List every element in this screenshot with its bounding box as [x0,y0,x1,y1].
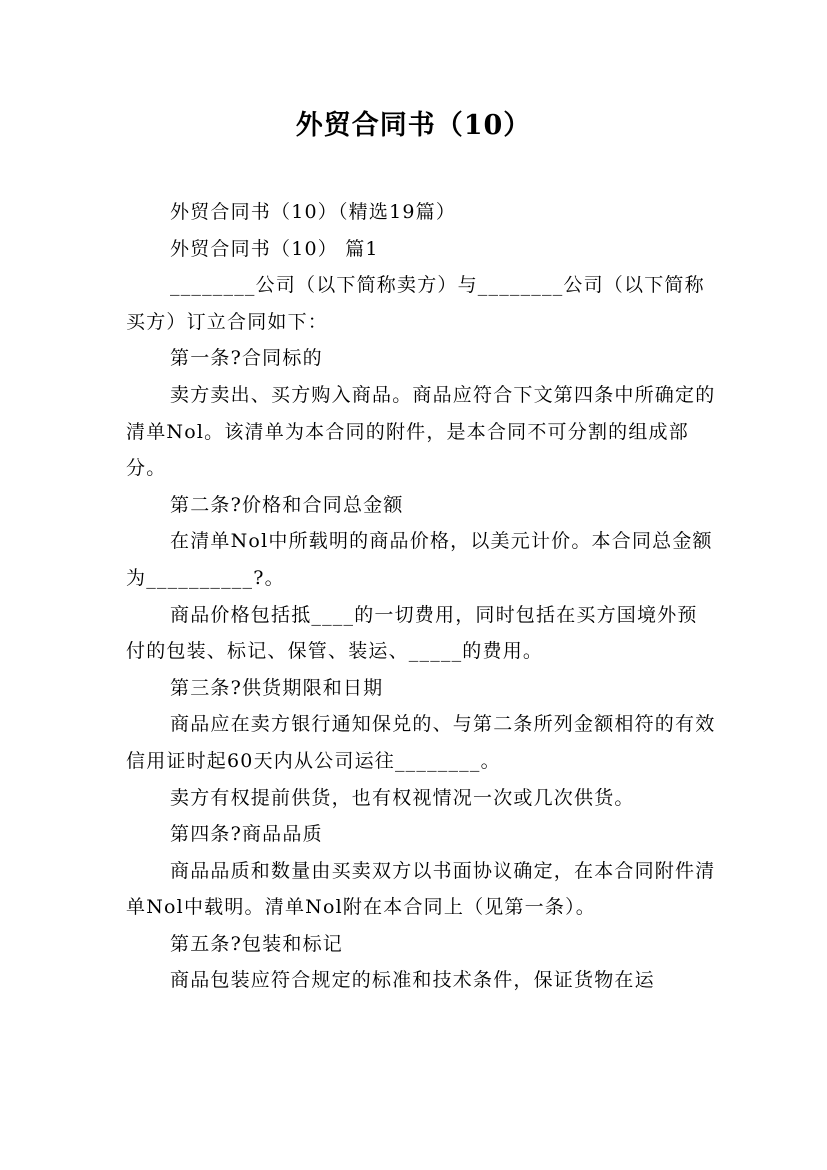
paragraph: 商品包装应符合规定的标准和技术条件，保证货物在运 [170,969,655,992]
paragraph: 卖方有权提前供货，也有权视情况一次或几次供货。 [170,786,635,809]
document-title: 外贸合同书（10） [295,110,532,141]
paragraph: 商品品质和数量由买卖双方以书面协议确定，在本合同附件清单Nol中载明。清单Nol附在本合同上（见第一条）。 [126,859,716,919]
paragraph: 在清单Nol中所载明的商品价格，以美元计价。本合同总金额为__________?。 [126,530,713,589]
subtitle-line: 外贸合同书（10）（精选19篇） [170,201,457,223]
paragraph: 商品应在卖方银行通知保兑的、与第二条所列金额相符的有效信用证时起60天内从公司运往________。 [126,713,716,772]
article-heading: 第四条?商品品质 [170,823,323,846]
article-heading: 第一条?合同标的 [170,347,323,370]
article-heading: 第五条?包装和标记 [170,932,343,955]
paragraph: 卖方卖出、买方购入商品。商品应符合下文第四条中所确定的清单Nol。该清单为本合同的附件，是本合同不可分割的组成部分。 [126,383,716,480]
paragraph: ________公司（以下简称卖方）与________公司（以下简称买方）订立合同如下： [126,274,705,333]
article-heading: 第三条?供货期限和日期 [170,676,384,699]
paragraph: 商品价格包括抵____的一切费用，同时包括在买方国境外预付的包装、标记、保管、装运、_____的费用。 [126,603,698,663]
document-body [126,194,716,999]
section-heading: 外贸合同书（10） 篇1 [170,237,379,260]
article-heading: 第二条?价格和合同总金额 [170,493,404,516]
